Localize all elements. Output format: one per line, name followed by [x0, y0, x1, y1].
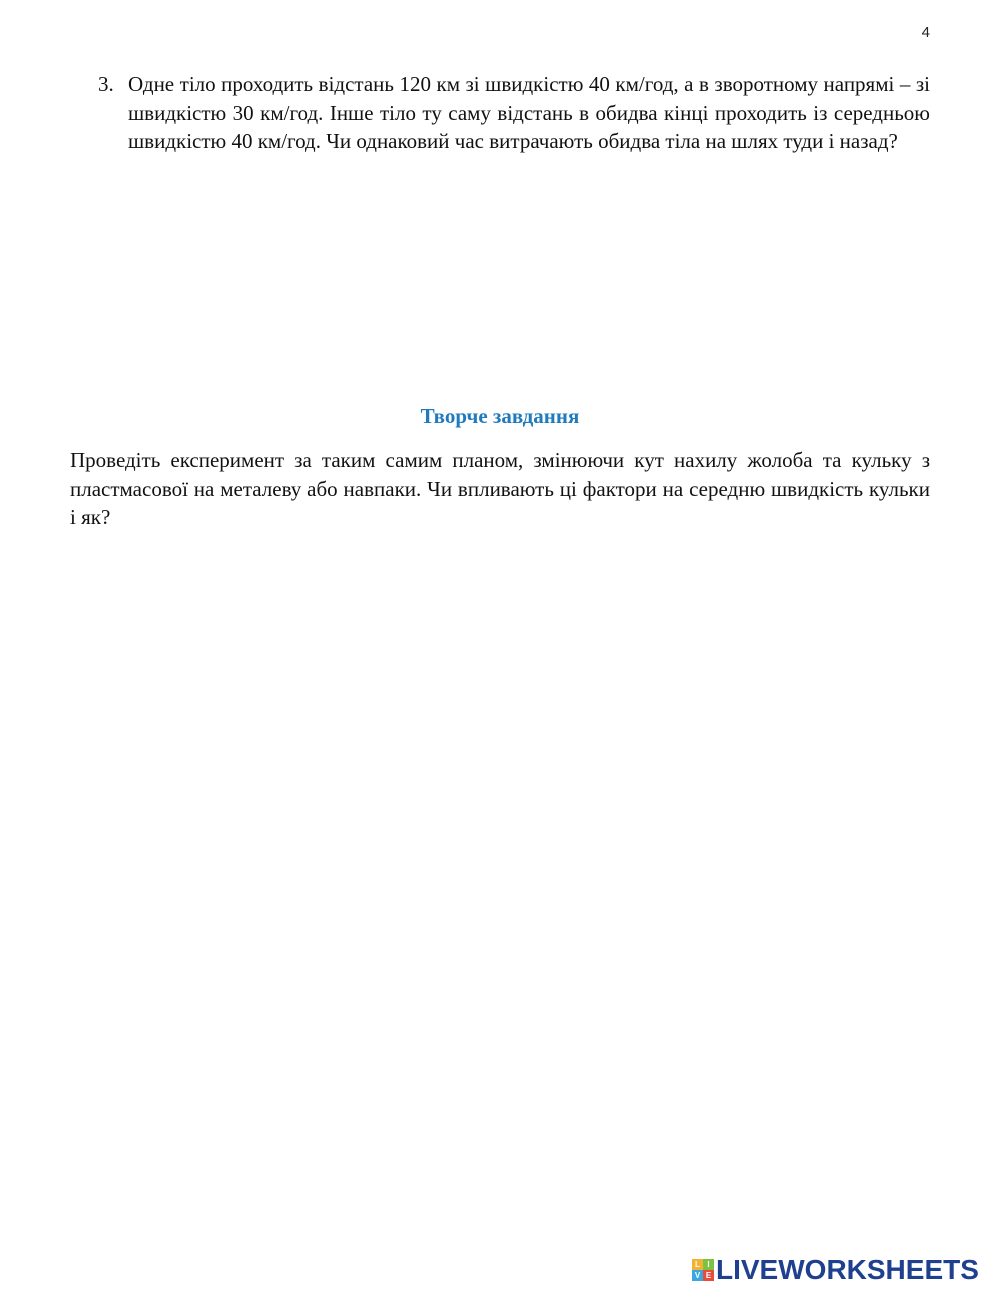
liveworksheets-logo-icon — [692, 1259, 714, 1281]
task-item-3 — [98, 70, 930, 156]
brand-name: LIVEWORKSHEETS — [716, 1254, 979, 1285]
creative-task-text: Проведіть експеримент за таким самим планом, змінюючи кут нахилу жолоба та кульку з пластмасової на металеву або навпаки. Чи впливають ці фактори на середню швидкість кульки і як? — [70, 448, 930, 529]
logo-letter: L — [692, 1259, 703, 1270]
logo-letter: I — [703, 1259, 714, 1270]
logo-letter: E — [703, 1270, 714, 1281]
page-number: 4 — [921, 24, 930, 41]
brand-logo — [692, 1255, 979, 1285]
task-text: Одне тіло проходить відстань 120 км зі швидкістю 40 км/год, а в зворотному напрямі – зі швидкістю 30 км/год. Інше тіло ту саму відстань в обидва кінці проходить із середньою швидкістю 40 км/год. Чи однаковий час витрачають обидва тіла на шлях туди і назад? — [128, 72, 930, 153]
logo-letter: V — [692, 1270, 703, 1281]
task-number: 3. — [98, 72, 114, 96]
section-title: Творче завдання — [420, 404, 580, 428]
